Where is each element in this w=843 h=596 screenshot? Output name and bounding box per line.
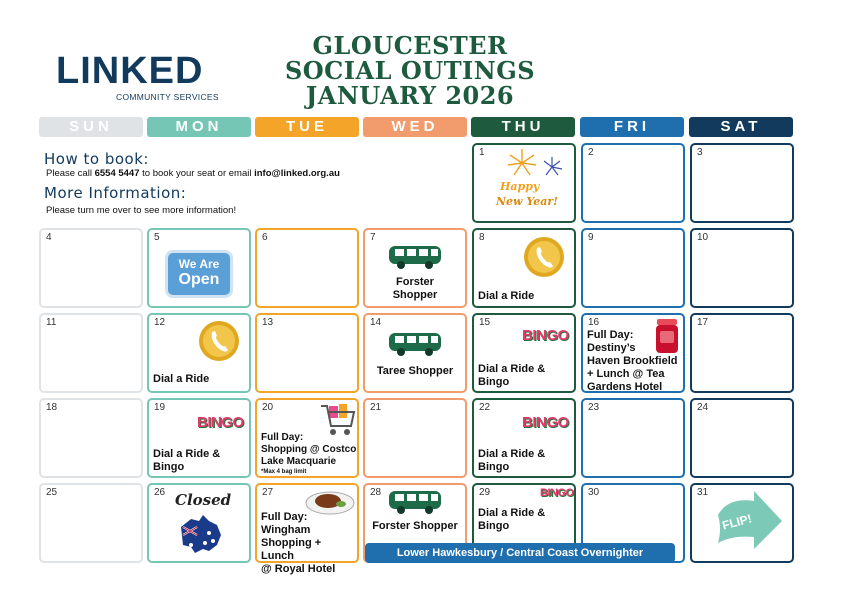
day-number: 25	[46, 487, 58, 498]
how-to-book-heading: How to book:	[44, 150, 149, 168]
day-cell-6	[255, 228, 359, 308]
title-line-2: SOCIAL OUTINGS	[284, 56, 536, 85]
fireworks-icon	[500, 147, 568, 179]
we-are-open-sign	[165, 250, 233, 298]
event-line: Bingo	[478, 376, 510, 388]
event-dial-a-ride-bingo	[478, 363, 545, 389]
new-year-text: New Year!	[496, 195, 558, 208]
day-cell-8	[472, 228, 576, 308]
event-line: Dial a Ride &	[153, 448, 221, 460]
event-line: Lake Macquarie	[261, 456, 337, 467]
linked-logo	[56, 52, 226, 104]
day-cell-21	[363, 398, 467, 478]
bus-icon	[387, 489, 443, 515]
day-number: 9	[588, 232, 594, 243]
day-number: 27	[262, 487, 274, 498]
event-line: + Lunch @ Tea	[587, 368, 665, 380]
page-title	[270, 33, 550, 108]
event-taree-shopper: Taree Shopper	[376, 365, 454, 377]
day-number: 15	[479, 317, 491, 328]
bingo-icon: BINGO	[522, 327, 569, 344]
title-line-3: JANUARY 2026	[305, 81, 515, 110]
event-wingham	[261, 511, 357, 576]
day-cell-11	[39, 313, 143, 393]
event-line: Shopper	[392, 289, 438, 301]
day-number: 14	[370, 317, 382, 328]
event-line: Shopping + Lunch	[261, 537, 322, 562]
event-note: *Max 4 bag limit	[261, 469, 307, 475]
event-line: Destiny’s	[587, 342, 636, 354]
day-header-sat: SAT	[689, 117, 793, 137]
day-number: 19	[154, 402, 166, 413]
day-number: 1	[479, 147, 485, 158]
day-number: 3	[697, 147, 703, 158]
day-number: 31	[697, 487, 709, 498]
day-header-fri: FRI	[580, 117, 684, 137]
day-number: 30	[588, 487, 600, 498]
event-line: Shopping @ Costco	[261, 444, 357, 455]
happy-text: Happy	[500, 180, 540, 193]
event-dial-a-ride-bingo	[478, 448, 545, 474]
day-cell-17	[690, 313, 794, 393]
day-cell-24	[690, 398, 794, 478]
event-line: Bingo	[478, 520, 510, 532]
event-line: @ Royal Hotel	[261, 563, 336, 575]
event-line: Bingo	[153, 461, 185, 473]
event-dial-a-ride: Dial a Ride	[153, 373, 210, 385]
day-cell-20	[255, 398, 359, 478]
day-number: 20	[262, 402, 274, 413]
day-number: 18	[46, 402, 58, 413]
event-line: Forster	[396, 276, 434, 288]
australia-flag-map-icon	[177, 513, 223, 557]
day-header-sun: SUN	[39, 117, 143, 137]
event-forster-shopper: Forster Shopper	[372, 520, 458, 532]
day-cell-15	[472, 313, 576, 393]
day-cell-9	[581, 228, 685, 308]
more-info-text: Please turn me over to see more information!	[46, 205, 237, 216]
bus-icon	[387, 331, 443, 357]
bingo-icon: BINGO	[197, 414, 244, 431]
day-number: 4	[46, 232, 52, 243]
event-costco	[261, 432, 356, 476]
day-cell-19	[147, 398, 251, 478]
day-header-thu: THU	[471, 117, 575, 137]
day-number: 17	[697, 317, 709, 328]
day-cell-2	[581, 143, 685, 223]
phone-number: 6554 5447	[94, 168, 140, 179]
day-cell-26	[147, 483, 251, 563]
day-number: 26	[154, 487, 166, 498]
logo-subtitle: COMMUNITY SERVICES	[116, 92, 219, 102]
day-cell-16	[581, 313, 685, 393]
how-mid: to book your seat or email	[139, 168, 255, 179]
we-are-text: We Are	[178, 257, 220, 271]
day-cell-3	[690, 143, 794, 223]
bingo-icon: BINGO	[540, 487, 574, 499]
day-header-wed: WED	[363, 117, 467, 137]
day-cell-13	[255, 313, 359, 393]
day-number: 21	[370, 402, 382, 413]
bingo-icon: BINGO	[522, 414, 569, 431]
day-cell-10	[690, 228, 794, 308]
day-cell-22	[472, 398, 576, 478]
day-number: 22	[479, 402, 491, 413]
event-line: Full Day:	[261, 511, 308, 523]
day-cell-18	[39, 398, 143, 478]
day-number: 16	[588, 317, 600, 328]
day-header-mon: MON	[147, 117, 251, 137]
event-forster-shopper	[365, 276, 465, 302]
event-dial-a-ride: Dial a Ride	[478, 290, 535, 302]
day-number: 5	[154, 232, 160, 243]
more-info-heading: More Information:	[44, 184, 187, 202]
day-number: 10	[697, 232, 709, 243]
day-cell-14	[363, 313, 467, 393]
day-header-tue: TUE	[255, 117, 359, 137]
day-number: 11	[46, 317, 57, 328]
day-number: 12	[154, 317, 166, 328]
day-cell-23	[581, 398, 685, 478]
day-number: 2	[588, 147, 594, 158]
logo-word: LINKED	[56, 50, 204, 92]
event-line: Dial a Ride &	[478, 363, 546, 375]
phone-icon	[522, 235, 566, 279]
event-line: Gardens Hotel	[587, 381, 663, 393]
day-number: 23	[588, 402, 600, 413]
day-number: 29	[479, 487, 491, 498]
event-line: Wingham	[261, 524, 311, 536]
day-number: 24	[697, 402, 709, 413]
closed-text: Closed	[175, 491, 232, 509]
day-cell-31	[690, 483, 794, 563]
flip-text: FLIP!	[720, 511, 754, 533]
day-cell-5	[147, 228, 251, 308]
event-dial-a-ride-bingo	[153, 448, 220, 474]
day-number: 7	[370, 232, 376, 243]
phone-icon	[197, 319, 241, 363]
day-cell-7	[363, 228, 467, 308]
day-cell-1	[472, 143, 576, 223]
event-dial-a-ride-bingo	[478, 507, 545, 533]
how-prefix: Please call	[46, 168, 95, 179]
event-line: Dial a Ride &	[478, 507, 546, 519]
open-text: Open	[178, 271, 220, 288]
event-destinys-haven	[587, 329, 677, 394]
day-cell-27	[255, 483, 359, 575]
event-line: Full Day:	[261, 432, 304, 443]
how-to-book-text	[46, 168, 340, 179]
event-line: Dial a Ride &	[478, 448, 546, 460]
overnighter-banner: Lower Hawkesbury / Central Coast Overnighter	[365, 543, 675, 563]
day-cell-25	[39, 483, 143, 563]
day-number: 6	[262, 232, 268, 243]
day-cell-12	[147, 313, 251, 393]
event-line: Haven Brookfield	[587, 355, 678, 367]
event-line: Full Day:	[587, 329, 634, 341]
day-number: 8	[479, 232, 485, 243]
title-line-1: GLOUCESTER	[312, 31, 508, 60]
event-line: Bingo	[478, 461, 510, 473]
day-number: 28	[370, 487, 382, 498]
email-address: info@linked.org.au	[254, 168, 340, 179]
day-cell-4	[39, 228, 143, 308]
day-number: 13	[262, 317, 274, 328]
bus-icon	[387, 244, 443, 270]
